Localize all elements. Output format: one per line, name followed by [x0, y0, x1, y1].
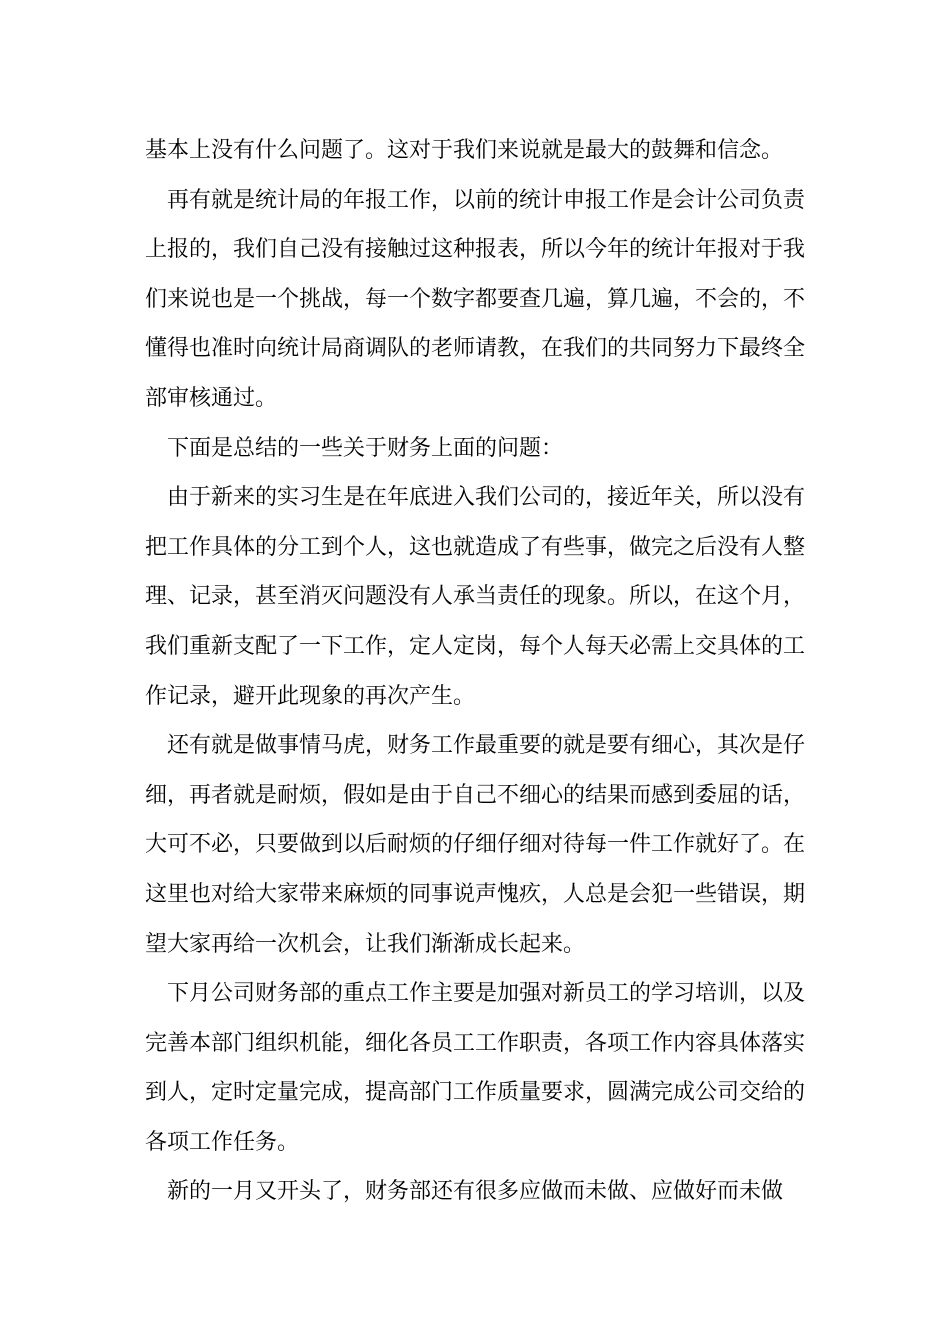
paragraph-intern-division: 由于新来的实习生是在年底进入我们公司的，接近年关，所以没有把工作具体的分工到个人，这也就造成了有些事，做完之后没有人整理、记录，甚至消灭问题没有人承当责任的现象。所以，在这个月，我们重新支配了一下工作，定人定岗，每个人每天必需上交具体的工作记录，避开此现象的再次产生。	[145, 485, 806, 709]
paragraph-problems-intro: 下面是总结的一些关于财务上面的问题：	[167, 435, 564, 461]
paragraph-continuation: 基本上没有什么问题了。这对于我们来说就是最大的鼓舞和信念。	[145, 138, 784, 163]
paragraph-next-month-plan: 下月公司财务部的重点工作主要是加强对新员工的学习培训，以及完善本部门组织机能，细化各员工工作职责，各项工作内容具体落实到人，定时定量完成，提高部门工作质量要求，圆满完成公司交给的各项工作任务。	[145, 981, 806, 1155]
document-body	[145, 126, 805, 1217]
paragraph-statistics-report: 再有就是统计局的年报工作，以前的统计申报工作是会计公司负责上报的，我们自己没有接触过这种报表，所以今年的统计年报对于我们来说也是一个挑战，每一个数字都要查几遍，算几遍，不会的，不懂得也准时向统计局商调队的老师请教，在我们的共同努力下最终全部审核通过。	[145, 187, 806, 411]
paragraph-new-month: 新的一月又开头了，财务部还有很多应做而未做、应做好而未做	[167, 1179, 784, 1205]
paragraph-carelessness: 还有就是做事情马虎，财务工作最重要的就是要有细心，其次是仔细，再者就是耐烦，假如是由于自己不细心的结果而感到委屈的话，大可不必，只要做到以后耐烦的仔细仔细对待每一件工作就好了。在这里也对给大家带来麻烦的同事说声愧疚，人总是会犯一些错误，期望大家再给一次机会，让我们渐渐成长起来。	[145, 733, 806, 957]
